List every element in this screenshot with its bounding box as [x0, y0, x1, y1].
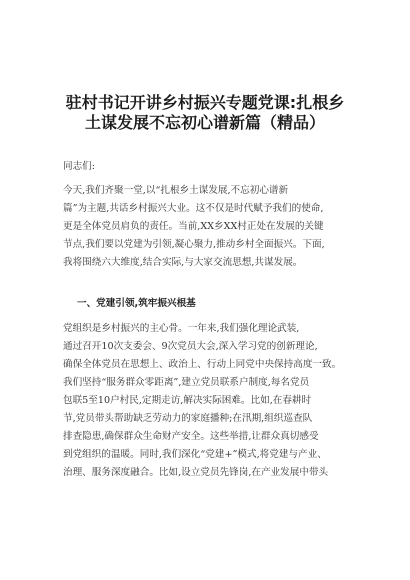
paragraph-line: 治理、服务深度融合。比如,设立党员先锋岗,在产业发展中带头: [63, 467, 329, 478]
paragraph-line: 党组织是乡村振兴的主心骨。一年来,我们强化理论武装,: [63, 323, 300, 334]
paragraph-line: 节点,我们要以党建为引领,凝心聚力,推动乡村全面振兴。下面,: [63, 239, 325, 250]
paragraph-line: 更是全体党员肩负的责任。当前,XX乡XX村正处在发展的关键: [63, 221, 324, 232]
paragraph-line: 通过召开10次支委会、9次党员大会,深入学习党的创新理论,: [63, 341, 318, 352]
paragraph-line: 我们坚持“服务群众零距离”,建立党员联系户制度,每名党员: [63, 377, 310, 388]
paragraph-line: 到党组织的温暖。同时,我们深化“党建+”模式,将党建与产业、: [63, 449, 327, 460]
document-title-line-1: 驻村书记开讲乡村振兴专题党课:扎根乡: [65, 93, 345, 112]
section-paragraph: [63, 322, 359, 484]
paragraph-line: 篇”为主题,共话乡村振兴大业。这不仅是时代赋予我们的使命,: [63, 203, 324, 214]
paragraph-line: 节,党员带头帮助缺乏劳动力的家庭播种;在汛期,组织巡查队: [63, 413, 313, 424]
paragraph-line: 确保全体党员在思想上、政治上、行动上同党中央保持高度一致。: [63, 359, 342, 370]
greeting: 同志们:: [63, 161, 96, 172]
paragraph-line: 包联5至10户村民,定期走访,解决实际困难。比如,在春耕时: [63, 395, 312, 406]
paragraph-line: 排查隐患,确保群众生命财产安全。这些举措,让群众真切感受: [63, 431, 319, 442]
paragraph-line: 今天,我们齐聚一堂,以“扎根乡土谋发展,不忘初心谱新: [63, 185, 289, 196]
document-title-line-2: 土谋发展不忘初心谱新篇（精品）: [84, 113, 325, 132]
section-heading: 一、党建引领,筑牢振兴根基: [77, 298, 196, 309]
paragraph-line: 我将围绕六大维度,结合实际,与大家交流思想,共谋发展。: [63, 257, 303, 268]
intro-paragraph: [63, 184, 359, 274]
